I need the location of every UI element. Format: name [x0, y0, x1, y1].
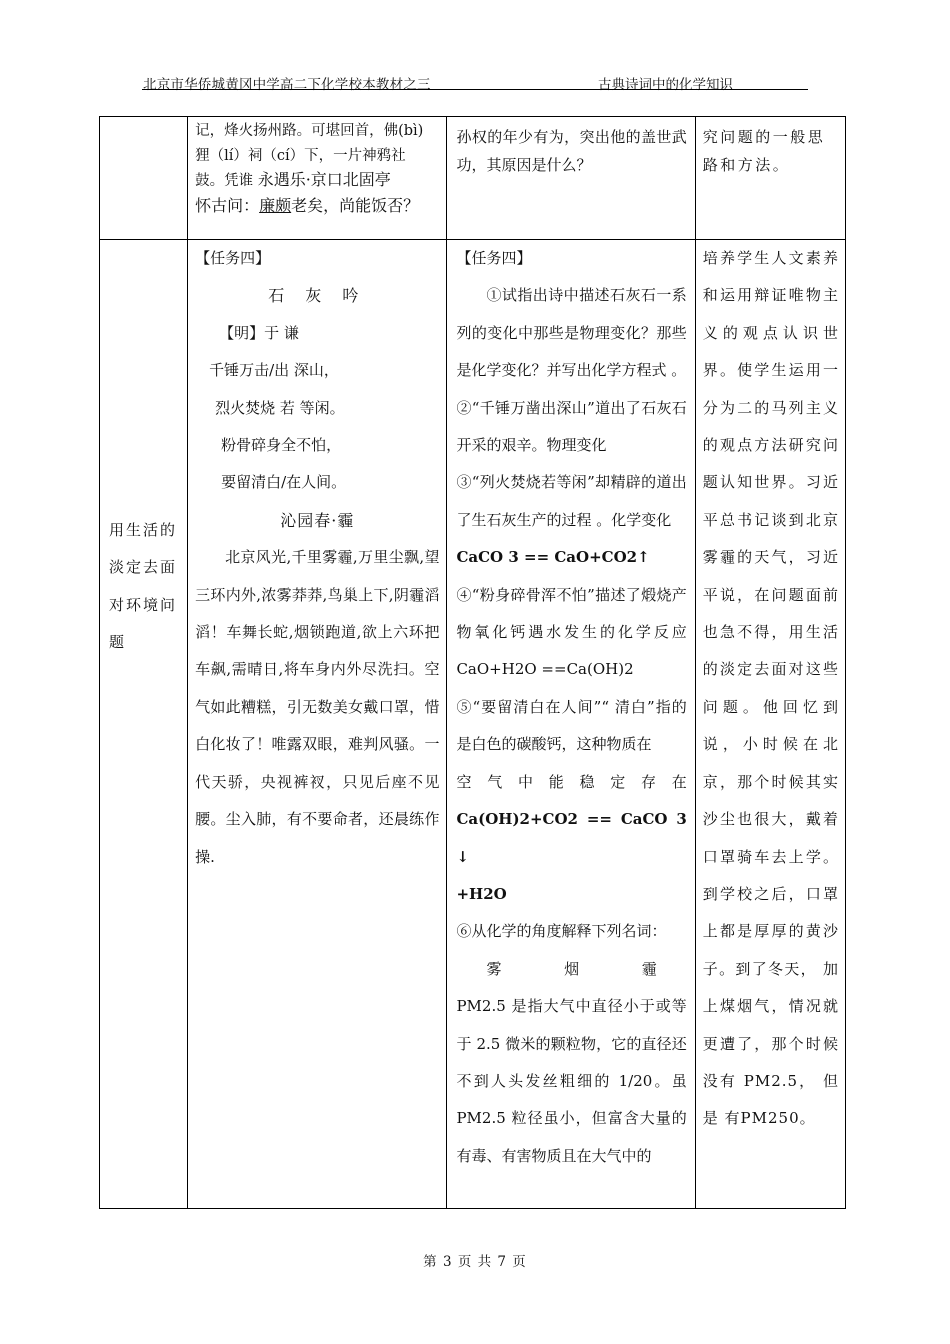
equation: Ca(OH)2+CO2 == CaCO 3 ↓ — [456, 810, 687, 866]
poem-author: 【明】于 谦 — [219, 323, 299, 342]
poem-title: 沁园春·霾 — [280, 510, 355, 530]
terms: 雾 烟 霾 — [486, 959, 657, 978]
question-item: ②“千锤万凿出深山”道出了石灰石开采的艰辛。物理变化 — [456, 398, 687, 455]
pm-paragraph: PM2.5 是指大气中直径小于或等于 2.5 微米的颗粒物，它的直径还不到人头发丝粗细的 1/20。虽 PM2.5 粒径虽小，但富含大量的有毒、有害物质且在大气中的 — [456, 997, 687, 1165]
question-text: 孙权的年少有为，突出他的盖世武功，其原因是什么？ — [456, 128, 687, 174]
goal-text: 培养学生人文素养和运用辩证唯物主义的观点认识世界。使学生运用一分为二的马列主义的观点方法研究问题认知世界。习近平总书记谈到北京雾霾的天气，习近平说，在问题面前也急不得，用生活的淡定去面对这些问题。他回忆到说，小时候在北京，那个时候其实沙尘也很大，戴着口罩骑车去上学。到学校之后，口罩上都是厚厚的黄沙子。到了冬天， 加上煤烟气，情况就更遭了，那个时候没有 PM2.5， 但 是 有PM250。 — [702, 249, 839, 1128]
poem-line: 烈火焚烧 若 等闲。 — [215, 398, 345, 417]
poem-line: 老矣，尚能饭否？ — [291, 195, 420, 215]
task-label: 【任务四】 — [456, 249, 532, 267]
task-label: 【任务四】 — [195, 249, 271, 267]
poem-line: 千锤万击/出 深山， — [209, 361, 339, 380]
question-item: ④“粉身碎骨浑不怕”描述了煅烧产物氧化钙遇水发生的化学反应CaO+H2O ==Ca(OH)2 — [456, 585, 687, 679]
poem-continuation — [188, 117, 446, 219]
question-item: ⑥从化学的角度解释下列名词： — [456, 922, 667, 941]
poem-line: 粉骨碎身全不怕， — [221, 436, 342, 455]
poem-underlined-word: 廉颇 — [259, 195, 292, 215]
row2-col2 — [188, 240, 447, 1209]
poem-line: 怀古问： — [195, 195, 260, 215]
row2-col1 — [100, 240, 188, 1209]
row1-col4 — [695, 117, 845, 240]
poem-title: 石 灰 吟 — [268, 286, 367, 306]
header-right: 古典诗词中的化学知识 — [598, 77, 733, 93]
question-item: ⑤“要留清白在人间”“ 清白”指的是白色的碳酸钙，这种物质在 — [456, 697, 687, 754]
header-left: 北京市华侨城黄冈中学高二下化学校本教材之三 — [143, 77, 431, 93]
row2-col4 — [695, 240, 845, 1209]
poem-line: 狸（lí）祠（cí）下，一片神鸦社 — [195, 147, 406, 164]
row1-col3 — [447, 117, 695, 240]
table-row — [100, 117, 846, 240]
goal-text: 究问题的一般思路和方法。 — [702, 128, 826, 174]
row1-col2 — [188, 117, 447, 240]
question-item: ①试指出诗中描述石灰石一系列的变化中那些是物理变化？那些是化学变化？并写出化学方程式 。 — [456, 286, 687, 380]
activity-title: 用生活的淡定去面对环境问题 — [109, 521, 178, 652]
poem-title-inline: 永遇乐·京口北固亭 — [257, 170, 391, 189]
question-item: 空 气 中 能 稳 定 存 在 — [456, 772, 687, 791]
page-footer: 第 3 页 共 7 页 — [423, 1254, 527, 1270]
header-rule — [142, 89, 808, 90]
lesson-table — [99, 116, 846, 1209]
row1-col1 — [100, 117, 188, 240]
poem-line: 鼓。凭谁 — [195, 173, 254, 189]
row2-col3 — [447, 240, 695, 1209]
question-item: ③“列火焚烧若等闲”却精辟的道出了生石灰生产的过程 。化学变化 — [456, 473, 687, 529]
table-row — [100, 240, 846, 1209]
equation: CaCO 3 == CaO+CO2↑ — [456, 548, 650, 567]
poem-line: 要留清白/在人间。 — [221, 473, 347, 492]
poem-paragraph: 北京风光,千里雾霾,万里尘飘,望三环内外,浓雾莽莽,鸟巢上下,阴霾滔滔！车舞长蛇,烟锁跑道,欲上六环把车飙,需晴日,将车身内外尽洗扫。空气如此糟糕，引无数美女戴口罩，惜白化妆了！唯露双眼，难判风骚。一代天骄，央视裤衩，只见后座不见腰。尘入肺，有不要命者，还晨练作操. — [195, 548, 440, 866]
equation: +H2O — [456, 884, 507, 903]
poem-line: 记，烽火扬州路。可堪回首，佛(bì) — [195, 123, 424, 139]
